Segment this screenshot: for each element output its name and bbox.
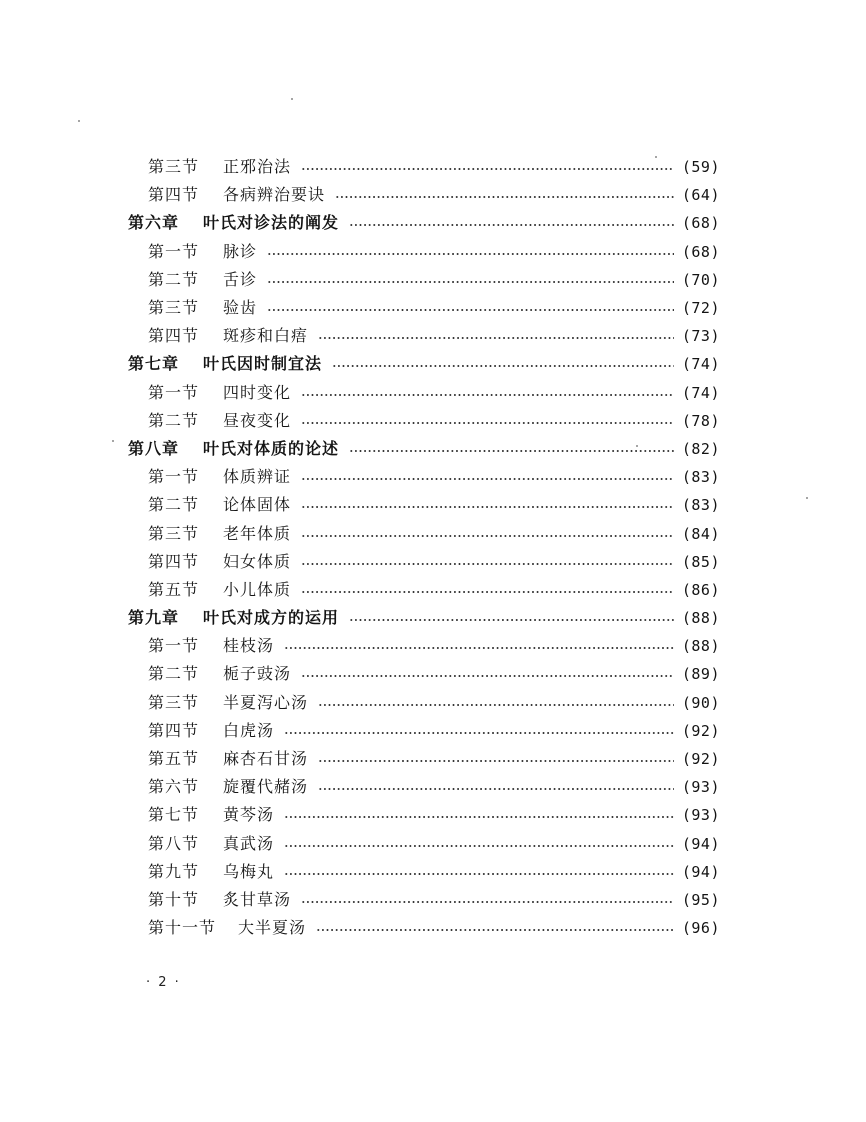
toc-section-row xyxy=(128,519,720,547)
toc-section-row xyxy=(128,886,720,914)
section-title: 论体固体 xyxy=(223,495,292,515)
toc-page-number: (83) xyxy=(681,496,720,515)
section-number: 第三节 xyxy=(148,157,200,177)
toc-page-number: (89) xyxy=(681,665,720,684)
section-title: 大半夏汤 xyxy=(238,918,307,938)
toc-page-number: (74) xyxy=(681,383,720,402)
section-number: 第一节 xyxy=(148,382,200,402)
section-number: 第四节 xyxy=(148,720,200,740)
toc-section-row xyxy=(128,576,720,604)
chapter-title: 叶氏对成方的运用 xyxy=(203,608,340,628)
dot-leader xyxy=(316,929,674,931)
scan-speck xyxy=(806,497,808,499)
toc-page-number: (94) xyxy=(681,834,720,853)
dot-leader xyxy=(318,704,674,706)
dot-leader xyxy=(267,281,674,283)
section-number: 第八节 xyxy=(148,833,200,853)
toc-section-row xyxy=(128,463,720,491)
scan-speck xyxy=(112,440,114,442)
section-title: 脉诊 xyxy=(223,241,258,261)
toc-section-row xyxy=(128,491,720,519)
section-title: 小儿体质 xyxy=(223,579,292,599)
section-number: 第一节 xyxy=(148,636,200,656)
section-number: 第二节 xyxy=(148,269,200,289)
dot-leader xyxy=(284,732,674,734)
toc-section-row xyxy=(128,153,720,181)
toc-page-number: (88) xyxy=(681,609,720,628)
toc-chapter-row xyxy=(128,350,720,378)
section-title: 体质辨证 xyxy=(223,467,292,487)
page-number: · 2 · xyxy=(146,975,181,990)
section-title: 正邪治法 xyxy=(223,157,292,177)
dot-leader xyxy=(349,619,674,621)
toc-page-number: (68) xyxy=(681,242,720,261)
dot-leader xyxy=(332,365,674,367)
dot-leader xyxy=(284,845,674,847)
dot-leader xyxy=(284,647,674,649)
toc-section-row xyxy=(128,379,720,407)
section-number: 第一节 xyxy=(148,241,200,261)
toc-page-number: (78) xyxy=(681,411,720,430)
dot-leader xyxy=(301,478,674,480)
dot-leader xyxy=(301,422,674,424)
dot-leader xyxy=(301,394,674,396)
dot-leader xyxy=(301,591,674,593)
toc-page-number: (93) xyxy=(681,778,720,797)
scan-speck xyxy=(655,156,657,158)
toc-section-row xyxy=(128,830,720,858)
dot-leader xyxy=(301,535,674,537)
dot-leader xyxy=(284,873,674,875)
toc-section-row xyxy=(128,801,720,829)
toc-section-row xyxy=(128,266,720,294)
section-title: 栀子豉汤 xyxy=(223,664,292,684)
section-title: 乌梅丸 xyxy=(223,861,275,881)
table-of-contents xyxy=(128,153,720,942)
toc-chapter-row xyxy=(128,435,720,463)
toc-page-number: (96) xyxy=(681,919,720,938)
toc-section-row xyxy=(128,238,720,266)
toc-section-row xyxy=(128,773,720,801)
dot-leader xyxy=(318,788,674,790)
toc-page-number: (93) xyxy=(681,806,720,825)
toc-section-row xyxy=(128,717,720,745)
section-number: 第三节 xyxy=(148,298,200,318)
toc-page-number: (84) xyxy=(681,524,720,543)
section-number: 第七节 xyxy=(148,805,200,825)
dot-leader xyxy=(301,506,674,508)
chapter-number: 第六章 xyxy=(128,213,180,233)
toc-page-number: (92) xyxy=(681,721,720,740)
toc-page-number: (95) xyxy=(681,890,720,909)
section-title: 旋覆代赭汤 xyxy=(223,777,309,797)
dot-leader xyxy=(318,337,674,339)
section-number: 第四节 xyxy=(148,185,200,205)
section-title: 黄芩汤 xyxy=(223,805,275,825)
toc-page-number: (64) xyxy=(681,186,720,205)
toc-section-row xyxy=(128,914,720,942)
scan-speck xyxy=(636,445,638,447)
section-number: 第三节 xyxy=(148,692,200,712)
dot-leader xyxy=(318,760,674,762)
chapter-title: 叶氏因时制宜法 xyxy=(203,354,323,374)
section-number: 第三节 xyxy=(148,523,200,543)
section-number: 第五节 xyxy=(148,579,200,599)
section-number: 第一节 xyxy=(148,467,200,487)
section-title: 妇女体质 xyxy=(223,551,292,571)
dot-leader xyxy=(335,196,674,198)
section-number: 第二节 xyxy=(148,495,200,515)
section-title: 斑疹和白痦 xyxy=(223,326,309,346)
section-title: 麻杏石甘汤 xyxy=(223,749,309,769)
section-title: 老年体质 xyxy=(223,523,292,543)
scan-speck xyxy=(78,120,80,122)
toc-section-row xyxy=(128,745,720,773)
dot-leader xyxy=(301,168,674,170)
toc-section-row xyxy=(128,660,720,688)
toc-page-number: (82) xyxy=(681,439,720,458)
toc-page-number: (70) xyxy=(681,270,720,289)
section-title: 真武汤 xyxy=(223,833,275,853)
section-title: 白虎汤 xyxy=(223,720,275,740)
toc-page-number: (94) xyxy=(681,862,720,881)
chapter-number: 第七章 xyxy=(128,354,180,374)
dot-leader xyxy=(301,675,674,677)
dot-leader xyxy=(301,563,674,565)
dot-leader xyxy=(267,253,674,255)
toc-page-number: (59) xyxy=(681,158,720,177)
section-title: 四时变化 xyxy=(223,382,292,402)
toc-page-number: (68) xyxy=(681,214,720,233)
section-number: 第四节 xyxy=(148,551,200,571)
section-title: 各病辨治要诀 xyxy=(223,185,326,205)
toc-section-row xyxy=(128,322,720,350)
chapter-title: 叶氏对诊法的阐发 xyxy=(203,213,340,233)
toc-section-row xyxy=(128,689,720,717)
section-number: 第六节 xyxy=(148,777,200,797)
dot-leader xyxy=(349,224,674,226)
toc-page-number: (86) xyxy=(681,580,720,599)
dot-leader xyxy=(267,309,674,311)
toc-chapter-row xyxy=(128,604,720,632)
toc-page-number: (73) xyxy=(681,327,720,346)
section-title: 炙甘草汤 xyxy=(223,889,292,909)
toc-section-row xyxy=(128,858,720,886)
toc-section-row xyxy=(128,548,720,576)
toc-page-number: (72) xyxy=(681,299,720,318)
section-title: 昼夜变化 xyxy=(223,410,292,430)
chapter-title: 叶氏对体质的论述 xyxy=(203,438,340,458)
section-number: 第二节 xyxy=(148,410,200,430)
toc-section-row xyxy=(128,407,720,435)
scan-speck xyxy=(291,98,293,100)
section-number: 第二节 xyxy=(148,664,200,684)
dot-leader xyxy=(301,901,674,903)
toc-section-row xyxy=(128,632,720,660)
toc-section-row xyxy=(128,294,720,322)
chapter-number: 第九章 xyxy=(128,608,180,628)
toc-chapter-row xyxy=(128,209,720,237)
section-number: 第九节 xyxy=(148,861,200,881)
section-title: 桂枝汤 xyxy=(223,636,275,656)
section-number: 第十一节 xyxy=(148,918,217,938)
section-title: 验齿 xyxy=(223,298,258,318)
dot-leader xyxy=(284,816,674,818)
toc-page-number: (85) xyxy=(681,552,720,571)
dot-leader xyxy=(349,450,674,452)
chapter-number: 第八章 xyxy=(128,438,180,458)
toc-section-row xyxy=(128,181,720,209)
section-number: 第四节 xyxy=(148,326,200,346)
section-number: 第五节 xyxy=(148,749,200,769)
toc-page-number: (88) xyxy=(681,637,720,656)
section-title: 舌诊 xyxy=(223,269,258,289)
section-number: 第十节 xyxy=(148,889,200,909)
section-title: 半夏泻心汤 xyxy=(223,692,309,712)
toc-page-number: (90) xyxy=(681,693,720,712)
toc-page-number: (83) xyxy=(681,468,720,487)
toc-page-number: (74) xyxy=(681,355,720,374)
toc-page-number: (92) xyxy=(681,750,720,769)
